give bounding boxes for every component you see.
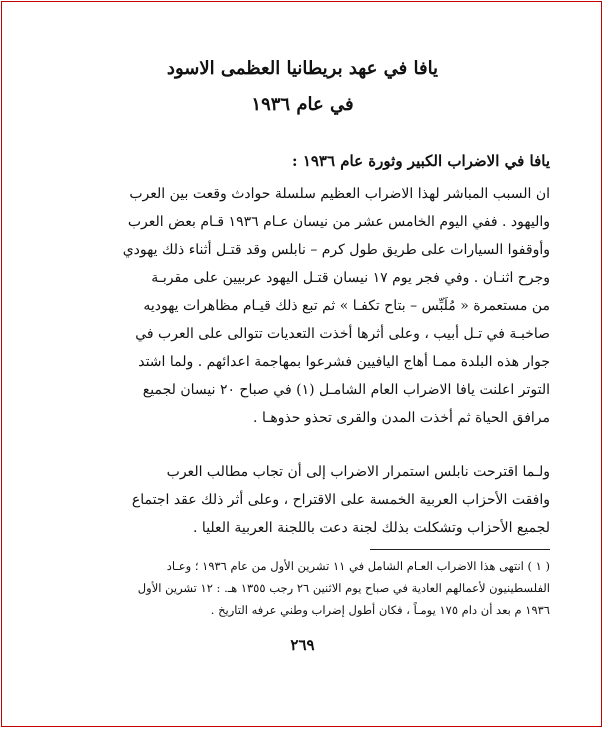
footnote-divider [370,549,550,550]
paragraph-line: واليهود . ففي اليوم الخامس عشر من نيسان عـام ١٩٣٦ قـام بعض العرب [127,214,550,230]
paragraph-line: وأوقفوا السيارات على طريق طول كرم – نابلس وقد قتـل أثناء ذلك يهودي [122,242,550,258]
paragraph-line: صاخبـة في تـل أبيب ، وعلى أثرها أخذت التعديات تتوالى على العرب في [135,326,550,342]
paragraph-line: ولـما اقترحت نابلس استمرار الاضراب إلى أن تجاب مطالب العرب [166,464,550,480]
footnote-line: ١٩٣٦ م بعد أن دام ١٧٥ يومـاً ، فكان أطول إضراب وطني عرفه التاريخ . [210,603,550,617]
footnote-line: الفلسطينيون لأعمالهم العادية في صباح يوم الاثنين ٢٦ رجب ١٣٥٥ هـ. : ١٢ تشرين الأول [137,581,550,595]
footnote [35,555,550,621]
paragraph-1 [35,180,550,432]
paragraph-2 [35,458,550,542]
page-subtitle: في عام ١٩٣٦ [251,94,354,115]
paragraph-line: لجميع الأحزاب وتشكلت بذلك لجنة دعت باللجنة العربية العليا . [193,520,550,536]
section-heading: يافا في الاضراب الكبير وثورة عام ١٩٣٦ : [292,152,550,170]
paragraph-line: التوتر اعلنت يافا الاضراب العام الشامـل (١) في صباح ٢٠ نيسان لجميع [142,382,550,398]
paragraph-line: وافقت الأحزاب العربية الخمسة على الاقتراح ، وعلى أثر ذلك عقد اجتماع [131,492,550,508]
page-number: ٢٦٩ [290,636,315,654]
paragraph-line: وجرح اثنـان . وفي فجر يوم ١٧ نيسان قتـل اليهود عربيين على مقربـة [151,270,550,286]
footnote-line: ( ١ ) انتهى هذا الاضراب العـام الشامل في ١١ تشرين الأول من عام ١٩٣٦ ؛ وعـاد [166,559,550,573]
paragraph-line: ان السبب المباشر لهذا الاضراب العظيم سلسلة حوادث وقعت بين العرب [129,186,550,202]
paragraph-line: جوار هذه البلدة ممـا أهاج اليافيين فشرعوا بمهاجمة اعدائهم . ولما اشتد [138,354,550,370]
paragraph-line: مرافق الحياة ثم أخذت المدن والقرى تحذو حذوهـا . [253,410,550,426]
paragraph-line: من مستعمرة « مُلَبِّس – بتاح تكفـا » ثم تبع ذلك قيـام مظاهرات يهوديه [143,298,550,314]
page-title: يافا في عهد بريطانيا العظمى الاسود [166,58,439,79]
